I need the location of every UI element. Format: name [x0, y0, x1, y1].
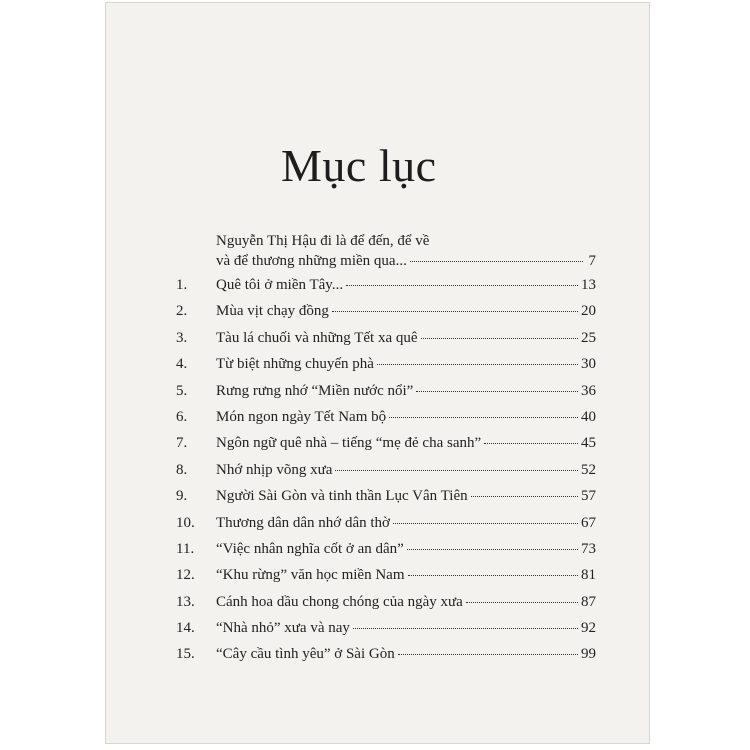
entry-page-number: 20 [581, 303, 596, 320]
toc-entry [176, 303, 596, 329]
leader-dots [389, 417, 578, 418]
entry-title: Mùa vịt chạy đồng [216, 303, 329, 320]
entry-title: Nhớ nhịp võng xưa [216, 461, 333, 478]
entry-title: Rưng rưng nhớ “Miền nước nổi” [216, 382, 414, 399]
intro-page-number: 7 [588, 253, 596, 269]
toc-entry [176, 567, 596, 593]
toc-intro [216, 231, 596, 273]
entry-page-number: 13 [581, 277, 596, 293]
entry-number: 4. [176, 356, 188, 373]
entry-title: “Khu rừng” văn học miền Nam [216, 567, 405, 584]
leader-dots [408, 575, 579, 576]
entry-title: Tàu lá chuối và những Tết xa quê [216, 329, 418, 346]
entry-page-number: 92 [581, 620, 596, 637]
entry-page-number: 57 [581, 488, 596, 505]
toc-entry [176, 646, 596, 672]
intro-line-1: Nguyễn Thị Hậu đi là để đến, để về [216, 233, 430, 249]
entry-title: Món ngon ngày Tết Nam bộ [216, 408, 387, 425]
entry-number: 7. [176, 435, 188, 452]
entry-number: 5. [176, 382, 188, 399]
toc-entry [176, 277, 596, 303]
entry-title: Quê tôi ở miền Tây... [216, 277, 344, 293]
leader-dots [466, 602, 578, 603]
entry-title: Thương dân dân nhớ dân thờ [216, 514, 390, 531]
entry-page-number: 87 [581, 593, 596, 610]
entry-page-number: 52 [581, 461, 596, 478]
table-of-contents [176, 231, 596, 673]
entry-title: “Việc nhân nghĩa cốt ở an dân” [216, 540, 404, 557]
entry-number: 3. [176, 329, 188, 346]
entry-page-number: 36 [581, 382, 596, 399]
leader-dots [393, 523, 578, 524]
toc-entry [176, 383, 596, 409]
entry-title: Từ biệt những chuyến phà [216, 356, 374, 373]
entry-page-number: 99 [581, 646, 596, 663]
entry-page-number: 30 [581, 356, 596, 373]
entry-number: 13. [176, 593, 195, 610]
leader-dots [332, 311, 578, 312]
entry-page-number: 25 [581, 329, 596, 346]
entry-number: 12. [176, 567, 195, 584]
entry-title: Người Sài Gòn và tinh thần Lục Vân Tiên [216, 488, 468, 505]
leader-dots [484, 443, 578, 444]
entry-number: 9. [176, 488, 188, 505]
toc-entry [176, 488, 596, 514]
entry-number: 2. [176, 303, 188, 320]
entry-number: 15. [176, 646, 195, 663]
entry-number: 1. [176, 277, 188, 293]
entry-page-number: 45 [581, 435, 596, 452]
entry-title: Ngôn ngữ quê nhà – tiếng “mẹ đẻ cha sanh” [216, 435, 482, 452]
page-title: Mục lục [281, 139, 437, 191]
toc-entry [176, 620, 596, 646]
toc-entry [176, 409, 596, 435]
intro-line-2-row [216, 251, 596, 273]
toc-entry [176, 462, 596, 488]
toc-entry [176, 541, 596, 567]
leader-dots [416, 391, 578, 392]
toc-entry [176, 594, 596, 620]
toc-entry [176, 356, 596, 382]
entry-title: “Cây cầu tình yêu” ở Sài Gòn [216, 646, 395, 663]
entry-title: Cánh hoa dầu chong chóng của ngày xưa [216, 593, 463, 610]
leader-dots [353, 628, 578, 629]
entry-page-number: 67 [581, 514, 596, 531]
entry-page-number: 81 [581, 567, 596, 584]
leader-dots [346, 285, 578, 286]
leader-dots [410, 261, 583, 262]
entry-page-number: 40 [581, 408, 596, 425]
toc-entry [176, 330, 596, 356]
entry-number: 11. [176, 540, 195, 557]
book-page [105, 2, 650, 744]
entry-title: “Nhà nhỏ” xưa và nay [216, 620, 350, 637]
leader-dots [377, 364, 578, 365]
intro-line-2: và để thương những miền qua... [216, 253, 407, 269]
leader-dots [335, 470, 578, 471]
entry-number: 10. [176, 514, 195, 531]
leader-dots [421, 338, 578, 339]
toc-entry [176, 435, 596, 461]
leader-dots [407, 549, 578, 550]
leader-dots [398, 654, 578, 655]
toc-entries [176, 277, 596, 673]
entry-number: 8. [176, 461, 188, 478]
leader-dots [471, 496, 578, 497]
entry-number: 14. [176, 620, 195, 637]
entry-page-number: 73 [581, 540, 596, 557]
toc-entry [176, 515, 596, 541]
entry-number: 6. [176, 408, 188, 425]
